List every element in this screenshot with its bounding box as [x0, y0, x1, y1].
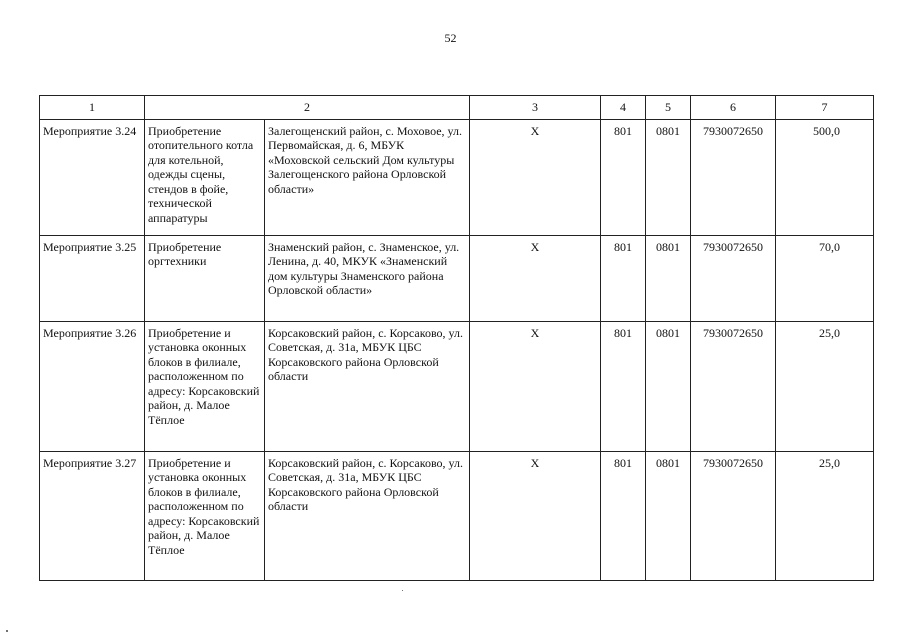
table-row: [40, 235, 874, 321]
col4-cell: 801: [601, 235, 646, 321]
location-cell: Корсаковский район, с. Корсаково, ул. Советская, д. 31а, МБУК ЦБС Корсаковского района Орловской области: [265, 451, 470, 580]
col7-cell: 25,0: [776, 321, 874, 451]
col5-cell: 0801: [646, 235, 691, 321]
item-cell: Приобретение и установка оконных блоков в филиале, расположенном по адресу: Корсаковский район, д. Малое Тёплое: [145, 321, 265, 451]
header-cell-3: 3: [470, 96, 601, 120]
location-cell: Корсаковский район, с. Корсаково, ул. Советская, д. 31а, МБУК ЦБС Корсаковского района Орловской области: [265, 321, 470, 451]
col3-cell: Х: [470, 321, 601, 451]
col6-cell: 7930072650: [691, 321, 776, 451]
col4-cell: 801: [601, 451, 646, 580]
col4-cell: 801: [601, 119, 646, 235]
col3-cell: Х: [470, 235, 601, 321]
location-cell: Знаменский район, с. Знаменское, ул. Ленина, д. 40, МКУК «Знаменский дом культуры Знаменского района Орловской области»: [265, 235, 470, 321]
measure-cell: Мероприятие 3.27: [40, 451, 145, 580]
col3-cell: Х: [470, 119, 601, 235]
table-row: [40, 321, 874, 451]
item-cell: Приобретение отопительного котла для котельной, одежды сцены, стендов в фойе, технической аппаратуры: [145, 119, 265, 235]
header-cell-4: 4: [601, 96, 646, 120]
col7-cell: 500,0: [776, 119, 874, 235]
header-cell-1: 1: [40, 96, 145, 120]
scan-speck: [6, 630, 8, 632]
col7-cell: 70,0: [776, 235, 874, 321]
header-cell-6: 6: [691, 96, 776, 120]
col5-cell: 0801: [646, 321, 691, 451]
col7-cell: 25,0: [776, 451, 874, 580]
measure-cell: Мероприятие 3.25: [40, 235, 145, 321]
table-row: [40, 119, 874, 235]
table-header-row: [40, 96, 874, 120]
col5-cell: 0801: [646, 451, 691, 580]
header-cell-5: 5: [646, 96, 691, 120]
col6-cell: 7930072650: [691, 119, 776, 235]
col5-cell: 0801: [646, 119, 691, 235]
col3-cell: Х: [470, 451, 601, 580]
col6-cell: 7930072650: [691, 451, 776, 580]
measure-cell: Мероприятие 3.24: [40, 119, 145, 235]
header-cell-2: 2: [145, 96, 470, 120]
location-cell: Залегощенский район, с. Моховое, ул. Первомайская, д. 6, МБУК «Моховской сельский Дом культуры Залегощенского района Орловской области»: [265, 119, 470, 235]
item-cell: Приобретение оргтехники: [145, 235, 265, 321]
measure-cell: Мероприятие 3.26: [40, 321, 145, 451]
page-number: 52: [444, 31, 457, 45]
col4-cell: 801: [601, 321, 646, 451]
table-row: [40, 451, 874, 580]
item-cell: Приобретение и установка оконных блоков в филиале, расположенном по адресу: Корсаковский район, д. Малое Тёплое: [145, 451, 265, 580]
col6-cell: 7930072650: [691, 235, 776, 321]
budget-table: [39, 95, 874, 581]
scan-speck: [402, 590, 403, 591]
header-cell-7: 7: [776, 96, 874, 120]
